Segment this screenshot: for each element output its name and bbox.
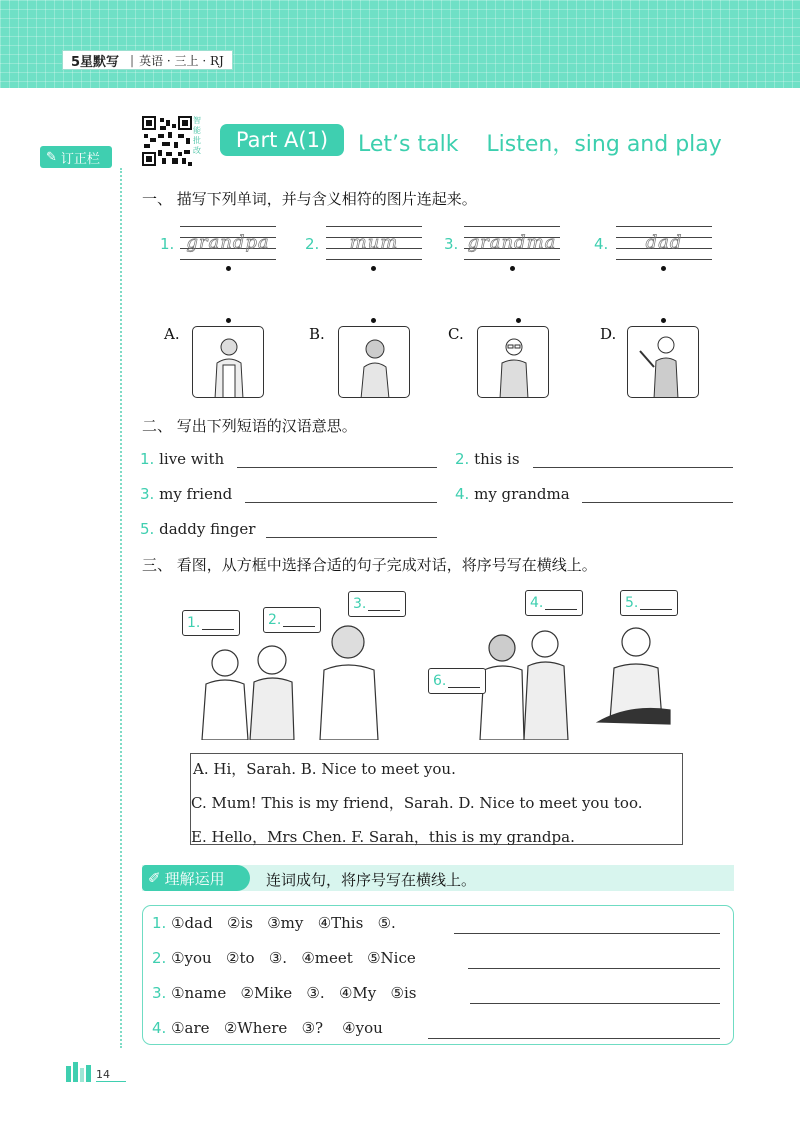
trace-word: dad: [645, 232, 683, 253]
answer-line[interactable]: [582, 502, 733, 503]
answer-line[interactable]: [266, 537, 437, 538]
choice-line: E. Hello，Mrs Chen. F. Sarah，this is my grandpa.: [191, 828, 575, 846]
trace-word: grandma: [467, 232, 557, 253]
answer-line[interactable]: [468, 968, 720, 969]
sentence-item: 3. ①name ②Mike ③. ④My ⑤is: [152, 984, 417, 1002]
book-series-tag: [62, 50, 233, 70]
trace-word: mum: [349, 232, 399, 253]
qr-code-icon: [142, 116, 192, 166]
answer-line[interactable]: [454, 933, 720, 934]
pencil-icon: ✎: [46, 149, 57, 165]
word-num: 4.: [594, 235, 609, 253]
section1-heading: 一、 描写下列单词，并与含义相符的图片连起来。: [142, 190, 477, 208]
writing-grid[interactable]: [616, 226, 712, 260]
picture-label: B.: [309, 325, 325, 343]
section2-heading: 二、 写出下列短语的汉语意思。: [142, 417, 357, 435]
phrase-item: 4. my grandma: [455, 485, 570, 503]
sentence-item: 1. ①dad ②is ③my ④This ⑤.: [152, 914, 396, 932]
phrase-item: 2. this is: [455, 450, 520, 468]
match-dot[interactable]: [510, 266, 515, 271]
sentence-item: 2. ①you ②to ③. ④meet ⑤Nice: [152, 949, 416, 967]
subject-label: 英语 · 三上 · RJ: [139, 53, 224, 68]
answer-line[interactable]: [237, 467, 437, 468]
brand-label: 5星默写: [71, 54, 120, 70]
writing-grid[interactable]: [326, 226, 422, 260]
understand-instruction: 连词成句，将序号写在横线上。: [266, 871, 477, 889]
choice-line: A. Hi，Sarah. B. Nice to meet you.: [193, 760, 456, 778]
word-num: 1.: [160, 235, 175, 253]
qr-caption: 智能批改: [193, 116, 201, 155]
answer-line[interactable]: [428, 1038, 720, 1039]
lesson-title: Let’s talk Listen，sing and play: [358, 132, 722, 157]
phrase-item: 5. daddy finger: [140, 520, 256, 538]
picture-woman-apron: [192, 326, 264, 398]
sentence-item: 4. ①are ②Where ③? ④you: [152, 1019, 383, 1037]
match-dot[interactable]: [661, 318, 666, 323]
picture-label: A.: [164, 325, 180, 343]
understand-pill: [142, 865, 250, 891]
books-icon: [64, 1062, 94, 1082]
word-num: 2.: [305, 235, 320, 253]
speech-bubble-1[interactable]: 1.: [182, 610, 240, 636]
phrase-item: 3. my friend: [140, 485, 233, 503]
picture-grandpa: [627, 326, 699, 398]
match-dot[interactable]: [226, 318, 231, 323]
part-pill: Part A(1): [220, 124, 344, 156]
correction-label: 订正栏: [60, 151, 100, 167]
match-dot[interactable]: [371, 266, 376, 271]
speech-bubble-3[interactable]: 3.: [348, 591, 406, 617]
writing-grid[interactable]: [180, 226, 276, 260]
correction-dotted-line: [120, 168, 122, 1048]
header-band: [0, 0, 800, 88]
notebook-icon: ✐: [148, 869, 161, 887]
speech-bubble-5[interactable]: 5.: [620, 590, 678, 616]
answer-line[interactable]: [470, 1003, 720, 1004]
choice-line: C. Mum! This is my friend，Sarah. D. Nice to meet you too.: [191, 794, 643, 812]
picture-older-woman: [338, 326, 410, 398]
picture-label: D.: [600, 325, 617, 343]
header-separator: |: [130, 53, 135, 67]
word-num: 3.: [444, 235, 459, 253]
page-number: 14: [96, 1068, 126, 1082]
match-dot[interactable]: [516, 318, 521, 323]
trace-word: grandpa: [186, 232, 270, 253]
speech-bubble-6[interactable]: 6.: [428, 668, 486, 694]
match-dot[interactable]: [226, 266, 231, 271]
speech-bubble-4[interactable]: 4.: [525, 590, 583, 616]
phrase-item: 1. live with: [140, 450, 225, 468]
picture-label: C.: [448, 325, 464, 343]
answer-line[interactable]: [245, 502, 437, 503]
understand-pill-label: 理解运用: [164, 869, 225, 888]
picture-man-glasses: [477, 326, 549, 398]
speech-bubble-2[interactable]: 2.: [263, 607, 321, 633]
match-dot[interactable]: [661, 266, 666, 271]
choices-box: [190, 753, 683, 845]
correction-column-tab: [40, 146, 112, 168]
section3-heading: 三、 看图，从方框中选择合适的句子完成对话，将序号写在横线上。: [142, 556, 597, 574]
answer-line[interactable]: [533, 467, 733, 468]
match-dot[interactable]: [371, 318, 376, 323]
writing-grid[interactable]: [464, 226, 560, 260]
